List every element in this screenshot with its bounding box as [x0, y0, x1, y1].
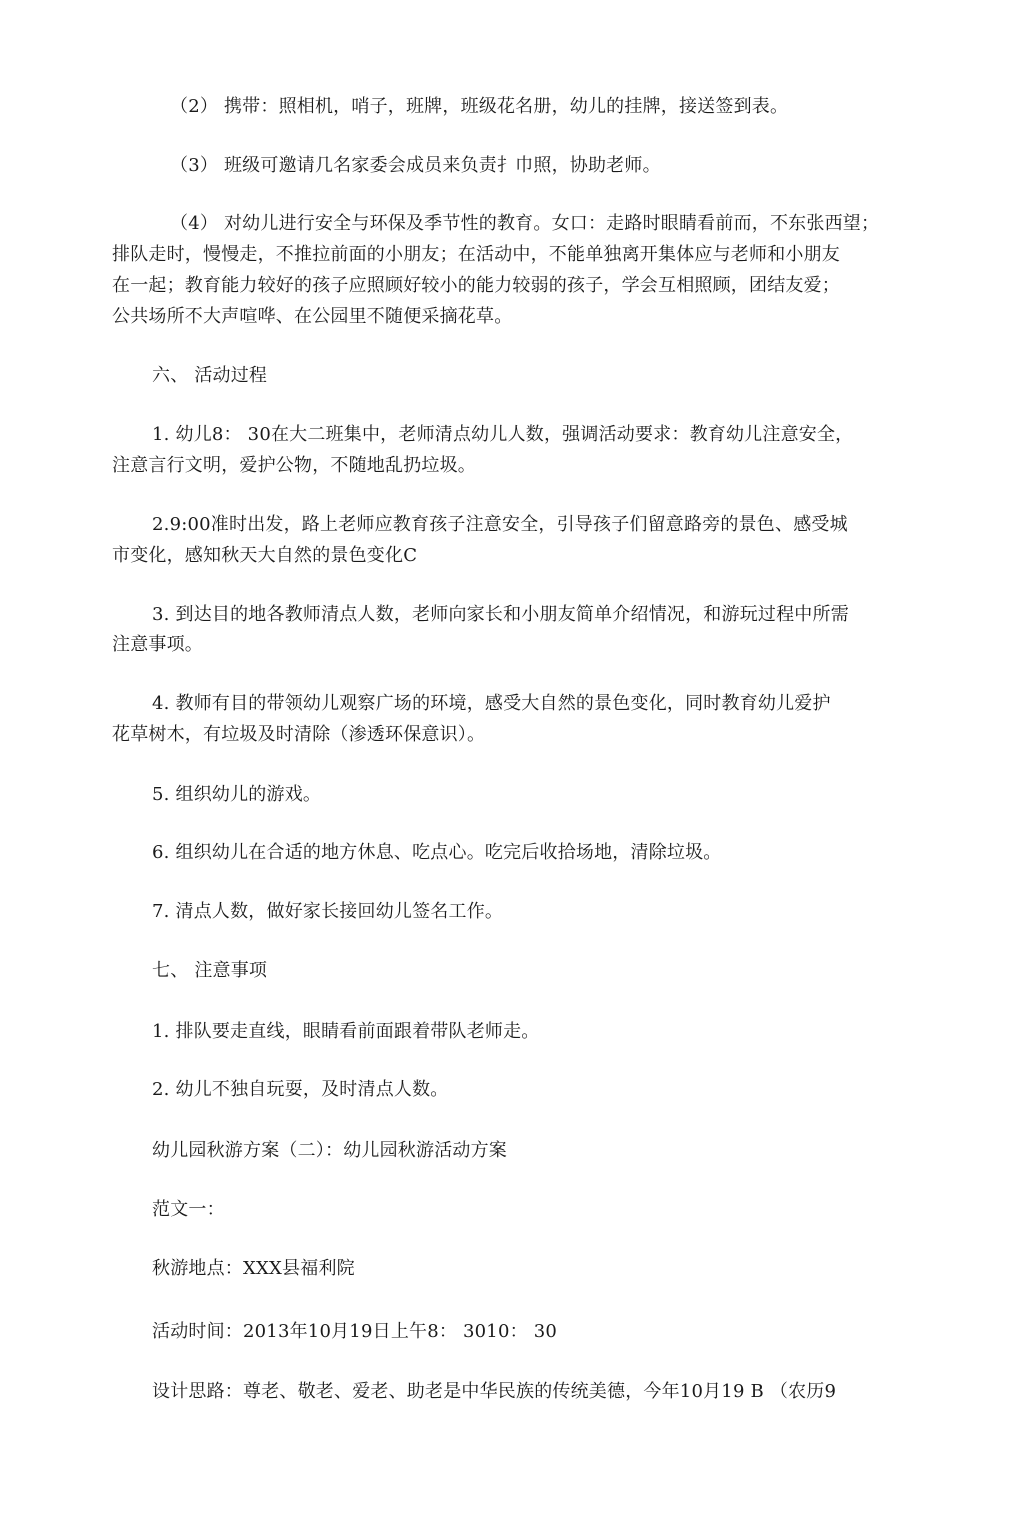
- outing-location: 秋游地点：XXX县福利院: [152, 1258, 355, 1279]
- plan-title: 幼儿园秋游方案（二）：幼儿园秋游活动方案: [152, 1140, 507, 1161]
- process-step-6: 6. 组织幼儿在合适的地方休息、吃点心。吃完后收拾场地，清除垃圾。: [152, 842, 722, 863]
- paragraph-line: 在一起；教育能力较好的孩子应照顾好较小的能力较弱的孩子，学会互相照顾，团结友爱；: [112, 275, 840, 296]
- activity-time: 活动时间：2013年10月19日上午8： 3010： 30: [152, 1321, 558, 1342]
- sample-label: 范文一：: [152, 1199, 225, 1220]
- process-step-1: 1. 幼儿8： 30在大二班集中，老师清点幼儿人数，强调活动要求：教育幼儿注意安全，: [152, 424, 854, 445]
- paragraph-line: 市变化，感知秋天大自然的景色变化C: [112, 545, 418, 566]
- item-safety-education: （4） 对幼儿进行安全与环保及季节性的教育。女口：走路时眼睛看前而，不东张西望；: [170, 213, 880, 234]
- paragraph-line: 花草树木，有垃圾及时清除（渗透环保意识）。: [112, 724, 486, 745]
- note-item-2: 2. 幼儿不独自玩耍，及时清点人数。: [152, 1079, 449, 1100]
- process-step-5: 5. 组织幼儿的游戏。: [152, 784, 322, 805]
- paragraph-line: 排队走时，慢慢走，不推拉前面的小朋友；在活动中，不能单独离开集体应与老师和小朋友: [112, 244, 840, 265]
- design-idea: 设计思路：尊老、敬老、爱老、助老是中华民族的传统美德，今年10月19 B （农历9: [152, 1381, 837, 1402]
- process-step-4: 4. 教师有目的带领幼儿观察广场的环境，感受大自然的景色变化，同时教育幼儿爱护: [152, 693, 831, 714]
- process-step-3: 3. 到达目的地各教师清点人数，老师向家长和小朋友简单介绍情况，和游玩过程中所需: [152, 604, 849, 625]
- item-parent-committee: （3） 班级可邀请几名家委会成员来负责扌巾照，协助老师。: [170, 155, 661, 176]
- paragraph-line: 注意事项。: [112, 634, 203, 655]
- paragraph-line: 公共场所不大声喧哗、在公园里不随便采摘花草。: [112, 306, 513, 327]
- item-carry-list: （2） 携带：照相机，哨子，班牌，班级花名册，幼儿的挂牌，接送签到表。: [170, 96, 789, 117]
- process-step-2: 2.9:00准时出发，路上老师应教育孩子注意安全，引导孩子们留意路旁的景色、感受城: [152, 514, 848, 535]
- section-heading-notes: 七、 注意事项: [152, 960, 268, 981]
- paragraph-line: 注意言行文明，爱护公物，不随地乱扔垃圾。: [112, 455, 476, 476]
- process-step-7: 7. 清点人数，做好家长接回幼儿签名工作。: [152, 901, 504, 922]
- section-heading-process: 六、 活动过程: [152, 365, 268, 386]
- note-item-1: 1. 排队要走直线，眼睛看前面跟着带队老师走。: [152, 1021, 540, 1042]
